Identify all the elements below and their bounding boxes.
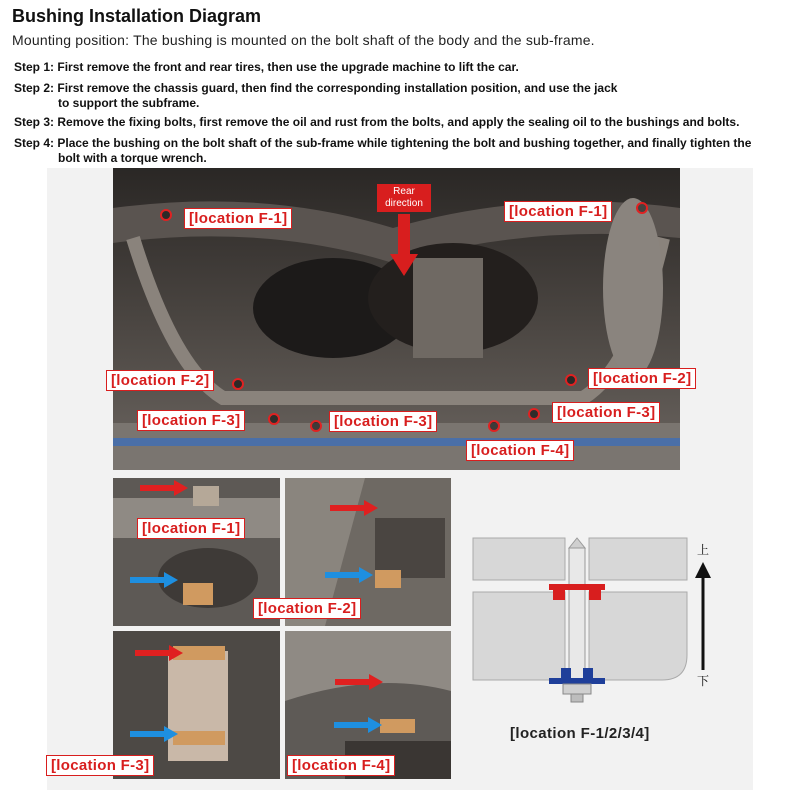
bushing-marker: [160, 209, 172, 221]
arrow-right-icon: [325, 567, 373, 583]
arrow-down-icon: [390, 214, 418, 276]
up-marker: 上: [697, 543, 710, 557]
diagram-caption: [location F-1/2/3/4]: [510, 725, 650, 742]
arrow-right-icon: [335, 674, 383, 690]
location-f4-label: [location F-4]: [287, 755, 395, 776]
step-number: Step 4:: [14, 136, 55, 150]
location-f3-label: [location F-3]: [552, 402, 660, 423]
page-subtitle: Mounting position: The bushing is mounted on the bolt shaft of the body and the sub-frame.: [12, 32, 595, 48]
bushing-marker: [268, 413, 280, 425]
step-number: Step 3:: [14, 115, 55, 129]
step-text-continued: to support the subframe.: [58, 96, 200, 110]
location-f1-label: [location F-1]: [504, 201, 612, 222]
step-text: Remove the fixing bolts, first remove the oil and rust from the bolts, and apply the sealing oil to the bushings and bolts.: [57, 115, 740, 129]
location-f4-label: [location F-4]: [466, 440, 574, 461]
arrow-right-icon: [135, 645, 183, 661]
down-marker: 下: [697, 674, 710, 688]
step-text: First remove the chassis guard, then find the corresponding installation position, and use the jack: [57, 81, 618, 95]
step-text: First remove the front and rear tires, then use the upgrade machine to lift the car.: [57, 60, 519, 74]
step-4: [14, 136, 794, 166]
step-number: Step 2:: [14, 81, 55, 95]
step-3: [14, 115, 794, 130]
step-text: Place the bushing on the bolt shaft of the sub-frame while tightening the bolt and bushing together, and finally tighten the: [57, 136, 752, 150]
location-f1-label: [location F-1]: [137, 518, 245, 539]
location-f1-label: [location F-1]: [184, 208, 292, 229]
location-f3-label: [location F-3]: [329, 411, 437, 432]
arrow-right-icon: [130, 726, 178, 742]
step-number: Step 1:: [14, 60, 55, 74]
bushing-marker: [528, 408, 540, 420]
arrow-right-icon: [140, 480, 188, 496]
step-text-continued: bolt with a torque wrench.: [58, 151, 207, 165]
location-f2-label: [location F-2]: [253, 598, 361, 619]
location-f2-label: [location F-2]: [588, 368, 696, 389]
bushing-marker: [565, 374, 577, 386]
arrow-right-icon: [330, 500, 378, 516]
arrow-right-icon: [334, 717, 382, 733]
location-f3-label: [location F-3]: [137, 410, 245, 431]
step-2: [14, 81, 794, 111]
arrow-right-icon: [130, 572, 178, 588]
step-1: [14, 60, 794, 75]
rear-direction-label: Rear direction: [377, 184, 431, 212]
location-f3-label: [location F-3]: [46, 755, 154, 776]
page-title: Bushing Installation Diagram: [12, 6, 262, 26]
bushing-marker: [232, 378, 244, 390]
bushing-marker: [488, 420, 500, 432]
location-f2-label: [location F-2]: [106, 370, 214, 391]
bushing-marker: [636, 202, 648, 214]
bushing-marker: [310, 420, 322, 432]
